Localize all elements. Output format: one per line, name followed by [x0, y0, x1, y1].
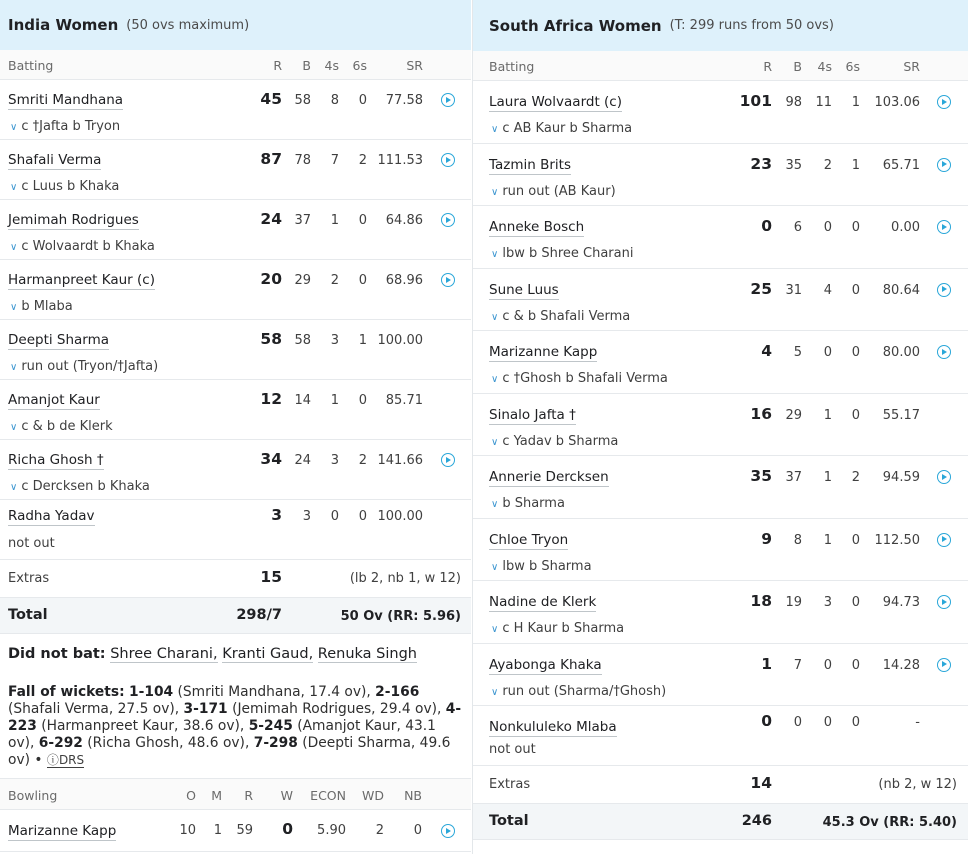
- batter-name-link[interactable]: Anneke Bosch: [489, 219, 585, 235]
- bowler-o: 10: [179, 823, 196, 838]
- sixes: 0: [358, 393, 367, 408]
- dismissal-toggle[interactable]: [491, 371, 668, 386]
- total-overs: 50 Ov (RR: 5.96): [340, 609, 461, 624]
- fours: 2: [330, 273, 339, 288]
- chevron-down-icon: ∨: [10, 122, 18, 133]
- drs-link[interactable]: [47, 753, 84, 768]
- sixes: 0: [851, 595, 860, 610]
- header-fours: 4s: [817, 59, 832, 74]
- balls: 29: [294, 273, 311, 288]
- batter-row-deepti-sharma: [0, 320, 471, 380]
- sixes: 0: [851, 220, 860, 235]
- bowling-header-row: [0, 778, 471, 810]
- fours: 8: [330, 93, 339, 108]
- sixes: 0: [358, 273, 367, 288]
- bowler-r: 59: [236, 823, 253, 838]
- chevron-down-icon: ∨: [10, 422, 18, 433]
- bowler-wickets: 0: [282, 820, 293, 838]
- extras-detail: (lb 2, nb 1, w 12): [349, 571, 461, 586]
- fours: 0: [823, 715, 832, 730]
- runs: 23: [750, 154, 772, 173]
- extras-row: [0, 560, 471, 598]
- batter-row-harmanpreet-kaur-c: [0, 260, 471, 320]
- fours: 0: [330, 509, 339, 524]
- balls: 98: [785, 95, 802, 110]
- batter-row-shafali-verma: [0, 140, 471, 200]
- runs: 4: [761, 342, 772, 360]
- dismissal-text: c AB Kaur b Sharma: [502, 121, 633, 136]
- fow-score: 7-298: [253, 735, 298, 751]
- header-b: B: [793, 59, 802, 74]
- dismissal-toggle[interactable]: [491, 621, 624, 636]
- header-fours: 4s: [324, 58, 339, 73]
- play-video-icon[interactable]: [441, 273, 455, 287]
- drs-label: DRS: [58, 753, 85, 767]
- fours: 11: [815, 95, 832, 110]
- dismissal-text: c & b de Klerk: [21, 419, 113, 434]
- total-overs: 45.3 Ov (RR: 5.40): [822, 815, 957, 830]
- balls: 0: [793, 715, 802, 730]
- batting-header-label: Batting: [8, 58, 54, 73]
- not-out-status: not out: [489, 742, 536, 757]
- play-video-icon[interactable]: [937, 533, 951, 547]
- strike-rate: 77.58: [385, 93, 423, 108]
- header-sixes: 6s: [352, 58, 367, 73]
- fow-score: 5-245: [248, 718, 293, 734]
- fours: 3: [330, 453, 339, 468]
- header-nb: NB: [404, 788, 422, 803]
- balls: 78: [294, 153, 311, 168]
- batter-name-link[interactable]: Sune Luus: [489, 281, 559, 298]
- extras-label: Extras: [8, 571, 50, 586]
- did-not-bat-player[interactable]: Kranti Gaud,: [222, 646, 314, 662]
- bowler-name-link[interactable]: Marizanne Kapp: [8, 823, 117, 839]
- fow-detail: (Shafali Verma, 27.5 ov),: [8, 701, 180, 717]
- bowling-header-label: Bowling: [8, 788, 58, 803]
- fow-score: 3-171: [183, 701, 228, 717]
- dismissal-text: run out (AB Kaur): [502, 183, 616, 199]
- runs: 0: [761, 712, 772, 730]
- fours: 1: [823, 470, 832, 485]
- runs: 20: [260, 270, 282, 288]
- runs: 9: [761, 529, 772, 548]
- fow-score: 4-223: [8, 701, 462, 734]
- play-video-icon[interactable]: [937, 345, 951, 359]
- batter-row-amanjot-kaur: [0, 380, 471, 440]
- chevron-down-icon: ∨: [491, 686, 499, 698]
- dismissal-toggle[interactable]: [10, 479, 150, 494]
- batter-row-annerie-dercksen: [473, 456, 968, 519]
- play-video-icon[interactable]: [441, 824, 455, 838]
- chevron-down-icon: ∨: [491, 311, 499, 323]
- fow-detail: (Amanjot Kaur, 43.1 ov),: [8, 718, 436, 751]
- sixes: 1: [851, 157, 860, 173]
- sixes: 0: [851, 532, 860, 548]
- dismissal-toggle[interactable]: [10, 299, 73, 314]
- balls: 58: [294, 333, 311, 348]
- batter-name-link[interactable]: Deepti Sharma: [8, 332, 110, 348]
- fours: 1: [823, 407, 832, 423]
- dismissal-text: c †Jafta b Tryon: [21, 119, 121, 134]
- team-name: South Africa Women: [489, 16, 662, 35]
- strike-rate: 112.50: [874, 532, 920, 548]
- runs: 16: [750, 404, 772, 423]
- strike-rate: 141.66: [377, 453, 423, 468]
- dismissal-text: c Yadav b Sharma: [502, 433, 619, 449]
- dismissal-toggle[interactable]: [10, 239, 155, 254]
- team-header: [0, 0, 471, 50]
- strike-rate: 100.00: [377, 509, 423, 524]
- header-m: M: [211, 788, 222, 803]
- runs: 0: [761, 217, 772, 235]
- balls: 58: [294, 93, 311, 108]
- balls: 31: [785, 282, 802, 298]
- bowler-wd: 2: [375, 823, 384, 838]
- fours: 4: [823, 282, 832, 298]
- strike-rate: 94.73: [882, 595, 920, 610]
- dismissal-text: lbw b Sharma: [502, 558, 592, 574]
- balls: 7: [793, 657, 802, 673]
- bowler-m: 1: [213, 823, 222, 838]
- balls: 29: [785, 407, 802, 423]
- batter-row-sinalo-jafta: [473, 394, 968, 457]
- india-innings-panel: [0, 0, 471, 854]
- sixes: 1: [851, 95, 860, 110]
- fours: 3: [823, 595, 832, 610]
- not-out-status-row: [473, 736, 968, 766]
- balls: 19: [785, 595, 802, 610]
- chevron-down-icon: ∨: [491, 624, 499, 635]
- total-row: [473, 804, 968, 840]
- fours: 2: [823, 157, 832, 173]
- batter-row-jemimah-rodrigues: [0, 200, 471, 260]
- total-score: 298/7: [236, 607, 282, 623]
- dismissal-text: lbw b Shree Charani: [502, 246, 634, 261]
- dismissal-text: c Luus b Khaka: [21, 179, 120, 194]
- batter-name-link[interactable]: Ayabonga Khaka: [489, 656, 602, 673]
- bowler-row-marizanne-kapp: [0, 810, 471, 852]
- batter-row-ayabonga-khaka: [473, 644, 968, 707]
- balls: 14: [294, 393, 311, 408]
- dismissal-toggle[interactable]: [10, 419, 113, 434]
- strike-rate: -: [915, 715, 920, 730]
- bowler-econ: 5.90: [317, 823, 346, 838]
- sixes: 0: [851, 657, 860, 673]
- strike-rate: 65.71: [882, 157, 920, 173]
- batter-name-link[interactable]: Shafali Verma: [8, 152, 102, 168]
- did-not-bat-label: Did not bat:: [8, 646, 106, 662]
- dismissal-text: run out (Sharma/†Ghosh): [502, 683, 667, 699]
- header-sixes: 6s: [845, 59, 860, 74]
- header-o: O: [186, 788, 196, 803]
- batter-name-link[interactable]: Tazmin Brits: [489, 156, 572, 173]
- fow-detail: (Deepti Sharma, 49.6 ov): [8, 735, 451, 768]
- batter-name-link[interactable]: Nonkululeko Mlaba: [489, 719, 617, 735]
- extras-label: Extras: [489, 777, 531, 792]
- chevron-down-icon: ∨: [491, 186, 499, 198]
- dismissal-toggle[interactable]: [10, 119, 120, 134]
- batter-row-laura-wolvaardt-c: [473, 81, 968, 144]
- strike-rate: 64.86: [385, 213, 423, 228]
- play-video-icon[interactable]: [441, 93, 455, 107]
- fow-score: 1-104: [129, 684, 174, 700]
- fours: 0: [823, 220, 832, 235]
- balls: 37: [785, 470, 802, 485]
- team-subtitle: (50 ovs maximum): [126, 17, 250, 33]
- batter-row-richa-ghosh: [0, 440, 471, 500]
- chevron-down-icon: ∨: [10, 242, 18, 253]
- batter-name-link[interactable]: Marizanne Kapp: [489, 344, 598, 360]
- extras-value: 15: [260, 568, 282, 586]
- did-not-bat-player[interactable]: Renuka Singh: [317, 646, 417, 662]
- header-r: R: [244, 788, 253, 803]
- play-video-icon[interactable]: [441, 153, 455, 167]
- chevron-down-icon: ∨: [491, 436, 499, 448]
- sixes: 0: [851, 715, 860, 730]
- play-video-icon[interactable]: [441, 213, 455, 227]
- fow-detail: (Smriti Mandhana, 17.4 ov),: [177, 684, 371, 700]
- header-econ: ECON: [310, 788, 346, 803]
- fours: 0: [823, 345, 832, 360]
- fow-detail: (Richa Ghosh, 48.6 ov),: [87, 735, 250, 751]
- header-sr: SR: [406, 58, 423, 73]
- batter-name-link[interactable]: Amanjot Kaur: [8, 392, 100, 408]
- batting-header-row: [473, 51, 968, 81]
- total-row: [0, 598, 471, 634]
- fow-detail: (Jemimah Rodrigues, 29.4 ov),: [232, 701, 442, 717]
- runs: 87: [260, 150, 282, 168]
- play-video-icon[interactable]: [937, 158, 951, 172]
- chevron-down-icon: ∨: [491, 561, 499, 573]
- balls: 37: [294, 213, 311, 228]
- chevron-down-icon: ∨: [10, 302, 18, 313]
- dismissal-toggle[interactable]: [491, 684, 666, 699]
- fours: 0: [823, 657, 832, 673]
- dismissal-text: c Dercksen b Khaka: [21, 479, 150, 494]
- extras-detail: (nb 2, w 12): [878, 777, 957, 792]
- batter-row-tazmin-brits: [473, 144, 968, 207]
- dismissal-toggle[interactable]: [10, 359, 158, 374]
- fours: 3: [330, 333, 339, 348]
- balls: 3: [302, 509, 311, 524]
- batter-row-marizanne-kapp: [473, 331, 968, 394]
- batter-name-link[interactable]: Harmanpreet Kaur (c): [8, 272, 155, 288]
- batter-name-link[interactable]: Radha Yadav: [8, 508, 95, 524]
- chevron-down-icon: ∨: [10, 182, 18, 193]
- runs: 58: [260, 330, 282, 348]
- sixes: 0: [851, 345, 860, 360]
- chevron-down-icon: ∨: [491, 249, 499, 260]
- play-video-icon[interactable]: [937, 220, 951, 234]
- total-label: Total: [489, 813, 529, 829]
- runs: 12: [260, 390, 282, 408]
- dismissal-toggle[interactable]: [491, 184, 616, 199]
- chevron-down-icon: ∨: [491, 499, 499, 510]
- batter-name-link[interactable]: Annerie Dercksen: [489, 469, 609, 485]
- batter-name-link[interactable]: Jemimah Rodrigues: [8, 212, 139, 228]
- strike-rate: 85.71: [385, 393, 423, 408]
- batter-name-link[interactable]: Smriti Mandhana: [8, 92, 124, 108]
- runs: 1: [761, 654, 772, 673]
- dismissal-toggle[interactable]: [491, 559, 592, 574]
- header-r: R: [273, 58, 282, 73]
- balls: 5: [793, 345, 802, 360]
- play-video-icon[interactable]: [937, 658, 951, 672]
- chevron-down-icon: ∨: [491, 374, 499, 385]
- play-video-icon[interactable]: [937, 470, 951, 484]
- dismissal-text: b Mlaba: [21, 299, 73, 314]
- sixes: 2: [358, 153, 367, 168]
- balls: 6: [793, 220, 802, 235]
- header-w: W: [280, 788, 293, 803]
- sixes: 0: [358, 509, 367, 524]
- team-subtitle: (T: 299 runs from 50 ovs): [669, 18, 834, 33]
- team-name: India Women: [8, 16, 119, 34]
- batter-row-anneke-bosch: [473, 206, 968, 269]
- chevron-down-icon: ∨: [10, 482, 18, 493]
- batter-row-smriti-mandhana: [0, 80, 471, 140]
- header-r: R: [763, 59, 772, 74]
- batter-name-link[interactable]: Nadine de Klerk: [489, 594, 597, 610]
- fours: 1: [823, 532, 832, 548]
- dismissal-toggle[interactable]: [491, 246, 633, 261]
- runs: 24: [260, 210, 282, 228]
- did-not-bat: [0, 634, 471, 678]
- dismissal-text: c Wolvaardt b Khaka: [21, 239, 155, 254]
- header-b: B: [302, 58, 311, 73]
- dismissal-toggle[interactable]: [491, 496, 565, 511]
- fow-score: 6-292: [38, 735, 83, 751]
- not-out-status: not out: [8, 536, 55, 551]
- strike-rate: 55.17: [882, 407, 920, 423]
- runs: 35: [750, 467, 772, 485]
- extras-value: 14: [750, 774, 772, 792]
- balls: 24: [294, 453, 311, 468]
- batter-row-chloe-tryon: [473, 519, 968, 582]
- sixes: 0: [851, 407, 860, 423]
- runs: 34: [260, 450, 282, 468]
- team-header: [473, 0, 968, 51]
- extras-row: [473, 766, 968, 804]
- sixes: 2: [851, 470, 860, 485]
- chevron-down-icon: ∨: [10, 362, 18, 373]
- info-icon: ⓘ: [46, 753, 59, 767]
- batter-row-sune-luus: [473, 269, 968, 332]
- balls: 35: [785, 157, 802, 173]
- strike-rate: 103.06: [874, 95, 920, 110]
- fow-label: Fall of wickets:: [8, 684, 125, 700]
- south-africa-innings-panel: [472, 0, 968, 854]
- runs: 101: [739, 92, 772, 110]
- strike-rate: 94.59: [882, 470, 920, 485]
- play-video-icon[interactable]: [937, 95, 951, 109]
- play-video-icon[interactable]: [937, 595, 951, 609]
- batter-row-not-out: [473, 706, 968, 736]
- strike-rate: 80.64: [882, 282, 920, 298]
- runs: 25: [750, 279, 772, 298]
- batter-name-link[interactable]: Sinalo Jafta †: [489, 406, 576, 423]
- fow-score: 2-166: [375, 684, 420, 700]
- fours: 1: [330, 213, 339, 228]
- sixes: 0: [358, 213, 367, 228]
- dismissal-text: b Sharma: [502, 496, 565, 511]
- fall-of-wickets: [0, 678, 471, 778]
- strike-rate: 14.28: [882, 657, 920, 673]
- strike-rate: 68.96: [385, 273, 423, 288]
- batter-name-link[interactable]: Chloe Tryon: [489, 531, 569, 548]
- dismissal-toggle[interactable]: [491, 434, 618, 449]
- fow-bullet: •: [34, 752, 43, 768]
- strike-rate: 111.53: [377, 153, 423, 168]
- bowler-nb: 0: [413, 823, 422, 838]
- dismissal-toggle[interactable]: [491, 309, 630, 324]
- total-score: 246: [741, 813, 772, 829]
- dismissal-text: c H Kaur b Sharma: [502, 621, 625, 636]
- strike-rate: 0.00: [891, 220, 920, 235]
- play-video-icon[interactable]: [441, 453, 455, 467]
- dismissal-text: run out (Tryon/†Jafta): [21, 359, 159, 374]
- did-not-bat-player[interactable]: Shree Charani,: [110, 646, 218, 662]
- chevron-down-icon: ∨: [491, 124, 499, 135]
- fours: 7: [330, 153, 339, 168]
- batting-header-row: [0, 50, 471, 80]
- batter-row-nadine-de-klerk: [473, 581, 968, 644]
- strike-rate: 80.00: [882, 345, 920, 360]
- dismissal-text: c & b Shafali Verma: [502, 308, 631, 324]
- dismissal-toggle[interactable]: [10, 179, 119, 194]
- dismissal-text: c †Ghosh b Shafali Verma: [502, 371, 668, 386]
- runs: 18: [750, 592, 772, 610]
- fours: 1: [330, 393, 339, 408]
- runs: 3: [271, 506, 282, 524]
- dismissal-toggle[interactable]: [491, 121, 632, 136]
- balls: 8: [793, 532, 802, 548]
- not-out-status-row: [0, 530, 471, 560]
- sixes: 1: [358, 333, 367, 348]
- sixes: 0: [851, 282, 860, 298]
- fow-detail: (Harmanpreet Kaur, 38.6 ov),: [41, 718, 245, 734]
- runs: 45: [260, 90, 282, 108]
- total-label: Total: [8, 607, 48, 623]
- sixes: 0: [358, 93, 367, 108]
- header-sr: SR: [903, 59, 920, 74]
- header-wd: WD: [362, 788, 384, 803]
- batting-header-label: Batting: [489, 59, 535, 74]
- play-video-icon[interactable]: [937, 283, 951, 297]
- batter-row-not-out: [0, 500, 471, 530]
- sixes: 2: [358, 453, 367, 468]
- strike-rate: 100.00: [377, 333, 423, 348]
- batter-name-link[interactable]: Richa Ghosh †: [8, 452, 104, 468]
- batter-name-link[interactable]: Laura Wolvaardt (c): [489, 94, 622, 110]
